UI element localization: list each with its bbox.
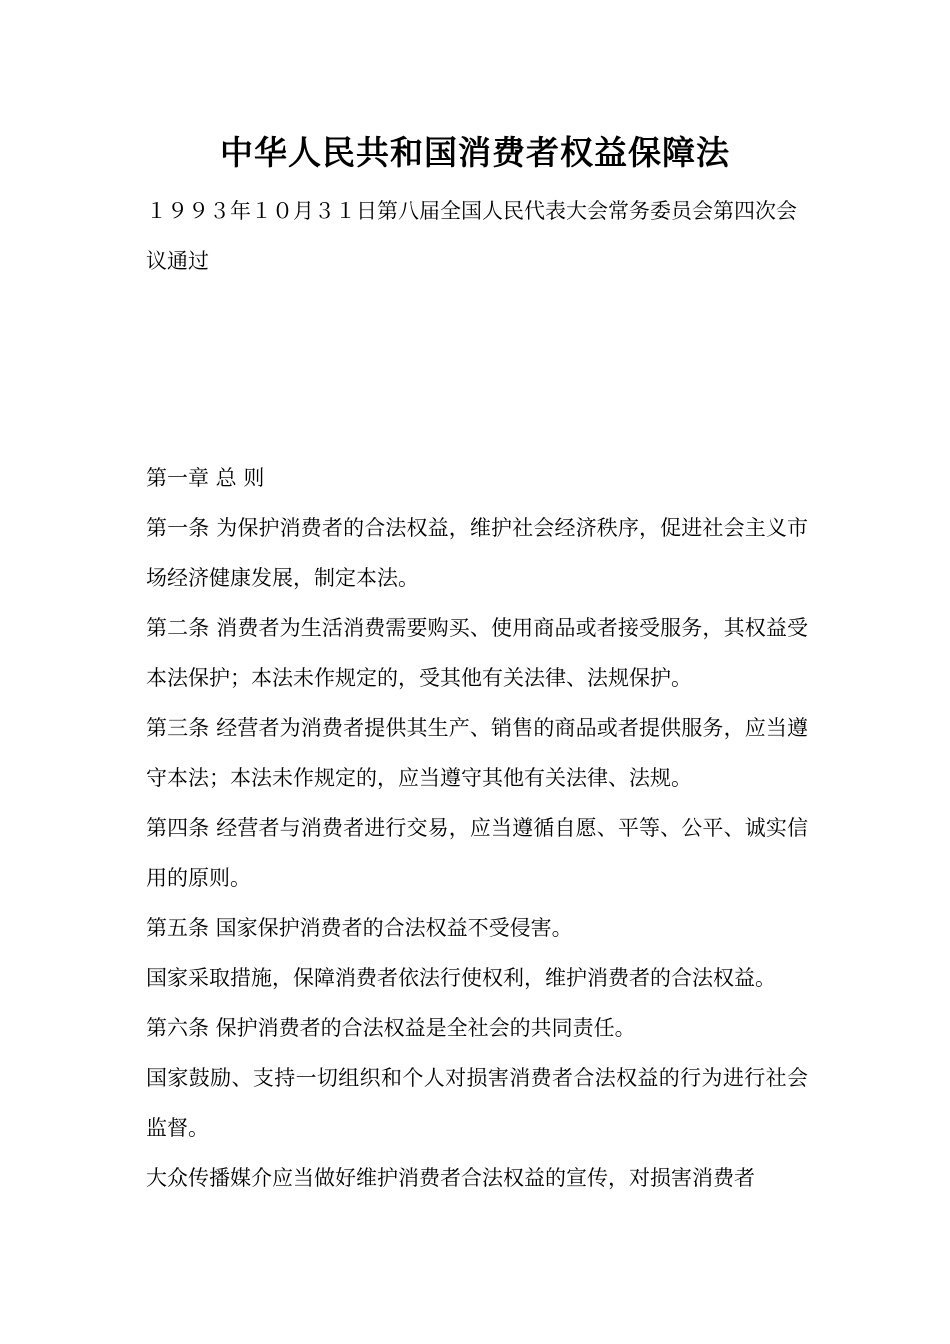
article-paragraph: 第四条 经营者与消费者进行交易，应当遵循自愿、平等、公平、诚实信用的原则。 (146, 816, 808, 890)
article-paragraph: 第五条 国家保护消费者的合法权益不受侵害。 (146, 916, 573, 940)
document-subtitle: １９９３年１０月３１日第八届全国人民代表大会常务委员会第四次会议通过 (146, 199, 797, 273)
article-paragraph: 第三条 经营者为消费者提供其生产、销售的商品或者提供服务，应当遵守本法；本法未作规定的，应当遵守其他有关法律、法规。 (146, 716, 808, 790)
article-paragraph: 第二条 消费者为生活消费需要购买、使用商品或者接受服务，其权益受本法保护；本法未作规定的，受其他有关法律、法规保护。 (146, 616, 808, 690)
article-paragraph: 第一条 为保护消费者的合法权益，维护社会经济秩序，促进社会主义市场经济健康发展，制定本法。 (146, 516, 808, 590)
body-paragraph: 大众传播媒介应当做好维护消费者合法权益的宣传，对损害消费者 (146, 1166, 755, 1190)
article-paragraph: 第六条 保护消费者的合法权益是全社会的共同责任。 (146, 1016, 636, 1040)
document-body (146, 453, 808, 1203)
chapter-heading: 第一章 总 则 (146, 466, 265, 490)
body-paragraph: 国家采取措施，保障消费者依法行使权利，维护消费者的合法权益。 (146, 966, 776, 990)
document-title: 中华人民共和国消费者权益保障法 (220, 133, 730, 172)
body-paragraph: 国家鼓励、支持一切组织和个人对损害消费者合法权益的行为进行社会监督。 (146, 1066, 808, 1140)
